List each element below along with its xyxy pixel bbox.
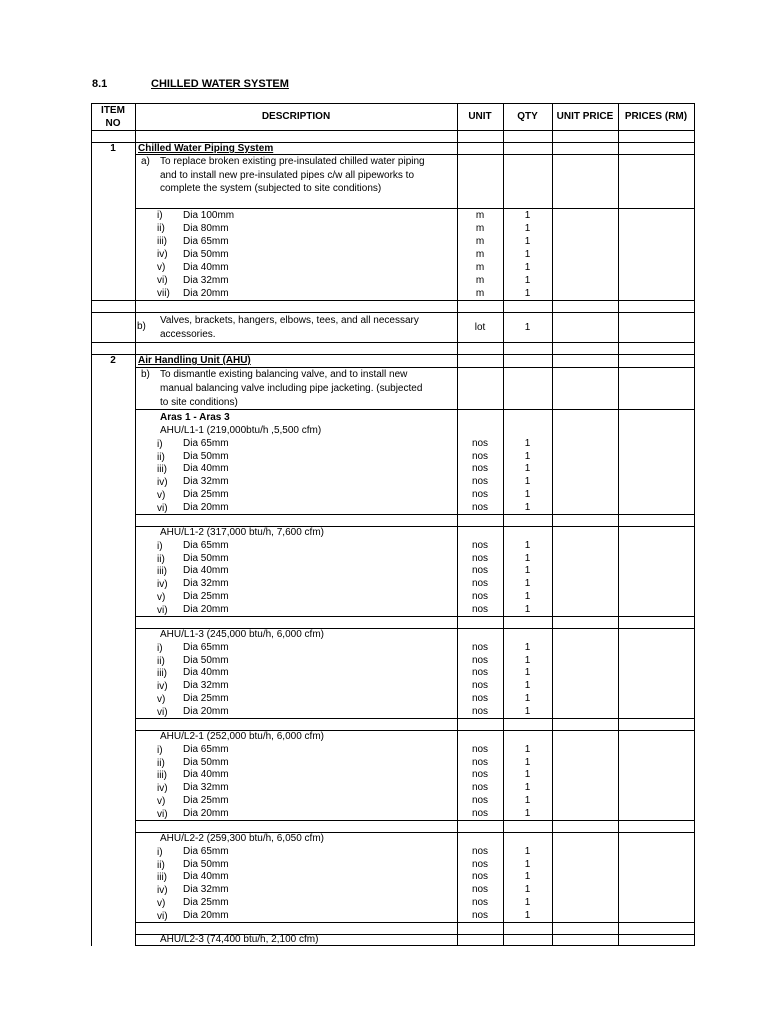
ahu-name: AHU/L1-2 (317,000 btu/h, 7,600 cfm): [160, 527, 324, 538]
row-index: iv): [157, 249, 168, 260]
row-unit: nos: [471, 654, 489, 666]
row-unit: nos: [471, 667, 489, 679]
row-index: i): [157, 439, 163, 450]
row-unit: nos: [471, 884, 489, 896]
row-unit: nos: [471, 871, 489, 883]
row-index: iii): [157, 566, 167, 578]
row-qty: 1: [524, 210, 531, 221]
row-rule: [91, 103, 694, 104]
pipe-size: Dia 32mm: [183, 782, 229, 794]
row-qty: 1: [524, 578, 531, 590]
row-index: v): [157, 262, 166, 273]
pipe-size: Dia 65mm: [183, 642, 229, 653]
row-qty: 1: [524, 540, 531, 551]
pipe-size: Dia 65mm: [183, 846, 229, 857]
row-index: iii): [157, 668, 167, 680]
row-index: i): [157, 847, 163, 858]
row-qty: 1: [524, 654, 531, 666]
clause-text: Valves, brackets, hangers, elbows, tees, and all necessary: [160, 315, 419, 326]
row-qty: 1: [524, 603, 531, 615]
pipe-size: Dia 32mm: [183, 884, 229, 896]
row-unit: nos: [471, 450, 489, 462]
clause-text: To dismantle existing balancing valve, and to install new: [160, 369, 408, 380]
row-qty: 1: [524, 262, 531, 273]
row-unit: m: [475, 223, 485, 234]
row-index: i): [157, 541, 163, 552]
row-unit: nos: [471, 438, 489, 449]
row-qty: 1: [524, 807, 531, 819]
row-unit: nos: [471, 552, 489, 564]
row-index: v): [157, 693, 166, 705]
row-unit: nos: [471, 476, 489, 488]
pipe-size: Dia 65mm: [183, 744, 229, 755]
row-index: iv): [157, 681, 168, 693]
row-unit: m: [475, 288, 485, 299]
row-index: iii): [157, 872, 167, 884]
row-index: i): [157, 745, 163, 756]
row-qty: 1: [524, 871, 531, 883]
pipe-size: Dia 25mm: [183, 590, 229, 602]
row-rule: [91, 300, 694, 301]
row-qty: 1: [524, 896, 531, 908]
clause-text: and to install new pre-insulated pipes c/w all pipeworks to: [160, 169, 415, 181]
column-rule: [694, 103, 695, 946]
item-number: 2: [110, 355, 116, 366]
row-unit: nos: [471, 565, 489, 577]
row-unit: nos: [471, 590, 489, 602]
header-qty: QTY: [517, 111, 538, 122]
row-index: ii): [157, 553, 165, 565]
row-rule: [91, 130, 694, 131]
ahu-name: AHU/L2-2 (259,300 btu/h, 6,050 cfm): [160, 833, 324, 844]
row-qty: 1: [524, 236, 531, 247]
pipe-size: Dia 20mm: [183, 288, 229, 299]
row-qty: 1: [524, 756, 531, 768]
row-qty: 1: [524, 680, 531, 692]
clause-text: complete the system (subjected to site conditions): [160, 183, 382, 194]
bill-of-quantities-table: [91, 103, 694, 946]
pipe-size: Dia 25mm: [183, 794, 229, 806]
pipe-size: Dia 40mm: [183, 667, 229, 679]
pipe-size: Dia 32mm: [183, 680, 229, 692]
header-prices: PRICES (RM): [624, 111, 688, 122]
row-qty: 1: [524, 782, 531, 794]
pipe-size: Dia 40mm: [183, 463, 229, 475]
row-index: iv): [157, 885, 168, 897]
row-qty: 1: [524, 438, 531, 449]
pipe-size: Dia 40mm: [183, 871, 229, 883]
clause-text: To replace broken existing pre-insulated chilled water piping: [160, 156, 425, 167]
pipe-size: Dia 25mm: [183, 488, 229, 500]
row-rule: [135, 922, 694, 923]
row-index: i): [157, 643, 163, 654]
row-qty: 1: [524, 463, 531, 475]
clause-label: a): [141, 156, 150, 167]
row-qty: 1: [524, 249, 531, 260]
item-title: Chilled Water Piping System: [138, 143, 274, 154]
row-qty: 1: [524, 288, 531, 299]
ahu-name: AHU/L2-1 (252,000 btu/h, 6,000 cfm): [160, 731, 324, 742]
pipe-size: Dia 20mm: [183, 705, 229, 717]
header-unit-price: UNIT PRICE: [556, 111, 614, 122]
clause-text: to site conditions): [160, 397, 238, 408]
pipe-size: Dia 20mm: [183, 909, 229, 921]
header-item: ITEM: [101, 105, 125, 116]
pipe-size: Dia 25mm: [183, 692, 229, 704]
row-unit: nos: [471, 794, 489, 806]
row-index: ii): [157, 223, 165, 234]
row-unit: nos: [471, 603, 489, 615]
row-unit: nos: [471, 896, 489, 908]
row-qty: 1: [524, 590, 531, 602]
row-index: iv): [157, 477, 168, 489]
pipe-size: Dia 20mm: [183, 807, 229, 819]
row-rule: [135, 718, 694, 719]
row-index: vi): [157, 502, 168, 514]
row-index: ii): [157, 655, 165, 667]
row-unit: m: [475, 249, 485, 260]
row-qty: 1: [524, 565, 531, 577]
clause-label: b): [141, 369, 150, 380]
pipe-size: Dia 32mm: [183, 578, 229, 590]
row-index: vi): [157, 706, 168, 718]
row-unit: m: [475, 275, 485, 286]
row-unit: nos: [471, 642, 489, 653]
ahu-name: AHU/L2-3 (74,400 btu/h, 2,100 cfm): [160, 934, 319, 945]
row-index: iv): [157, 783, 168, 795]
row-rule: [91, 312, 694, 313]
row-unit: nos: [471, 680, 489, 692]
pipe-size: Dia 40mm: [183, 769, 229, 781]
row-index: ii): [157, 451, 165, 463]
pipe-size: Dia 50mm: [183, 756, 229, 768]
row-index: vii): [157, 288, 170, 299]
row-unit: nos: [471, 858, 489, 870]
header-unit: UNIT: [468, 111, 492, 122]
row-qty: 1: [524, 846, 531, 857]
section-title: CHILLED WATER SYSTEM: [151, 78, 289, 90]
ahu-name: AHU/L1-3 (245,000 btu/h, 6,000 cfm): [160, 629, 324, 640]
row-rule: [135, 945, 694, 946]
row-qty: 1: [524, 667, 531, 679]
pipe-size: Dia 50mm: [183, 249, 229, 260]
row-qty: 1: [524, 476, 531, 488]
row-unit: nos: [471, 540, 489, 551]
row-unit: nos: [471, 744, 489, 755]
row-qty: 1: [524, 794, 531, 806]
pipe-size: Dia 65mm: [183, 438, 229, 449]
pipe-size: Dia 65mm: [183, 236, 229, 247]
row-index: i): [157, 210, 163, 221]
row-unit: nos: [471, 501, 489, 513]
row-qty: 1: [524, 223, 531, 234]
column-rule: [91, 103, 92, 946]
row-index: ii): [157, 859, 165, 871]
row-rule: [135, 616, 694, 617]
row-index: iii): [157, 770, 167, 782]
row-qty: 1: [524, 501, 531, 513]
row-unit: nos: [471, 756, 489, 768]
row-unit: nos: [471, 488, 489, 500]
pipe-size: Dia 50mm: [183, 858, 229, 870]
row-unit: m: [475, 262, 485, 273]
pipe-size: Dia 40mm: [183, 262, 229, 273]
ahu-name: AHU/L1-1 (219,000btu/h ,5,500 cfm): [160, 425, 322, 436]
row-qty: 1: [524, 884, 531, 896]
row-unit: nos: [471, 807, 489, 819]
row-qty: 1: [524, 705, 531, 717]
row-index: v): [157, 897, 166, 909]
row-qty: 1: [524, 322, 531, 333]
row-index: v): [157, 591, 166, 603]
row-index: v): [157, 795, 166, 807]
row-index: v): [157, 489, 166, 501]
clause-text: accessories.: [160, 329, 216, 340]
row-unit: nos: [471, 909, 489, 921]
row-rule: [135, 514, 694, 515]
row-unit: nos: [471, 705, 489, 717]
row-unit: m: [475, 236, 485, 247]
row-unit: nos: [471, 846, 489, 857]
row-unit: nos: [471, 578, 489, 590]
row-qty: 1: [524, 769, 531, 781]
pipe-size: Dia 50mm: [183, 552, 229, 564]
row-rule: [135, 409, 694, 410]
row-index: vi): [157, 808, 168, 820]
row-qty: 1: [524, 488, 531, 500]
row-index: ii): [157, 757, 165, 769]
row-index: iii): [157, 236, 167, 247]
pipe-size: Dia 20mm: [183, 501, 229, 513]
pipe-size: Dia 100mm: [183, 210, 235, 221]
sub-heading: Aras 1 - Aras 3: [160, 412, 230, 423]
row-rule: [91, 342, 694, 343]
header-description: DESCRIPTION: [261, 111, 331, 122]
pipe-size: Dia 20mm: [183, 603, 229, 615]
row-unit: nos: [471, 782, 489, 794]
row-index: vi): [157, 604, 168, 616]
item-title: Air Handling Unit (AHU): [138, 355, 251, 366]
row-qty: 1: [524, 642, 531, 653]
item-number: 1: [110, 143, 116, 154]
row-qty: 1: [524, 692, 531, 704]
row-qty: 1: [524, 858, 531, 870]
row-index: iii): [157, 464, 167, 476]
section-number: 8.1: [92, 78, 108, 90]
row-qty: 1: [524, 744, 531, 755]
pipe-size: Dia 32mm: [183, 476, 229, 488]
row-unit: m: [475, 210, 485, 221]
row-qty: 1: [524, 275, 531, 286]
pipe-size: Dia 80mm: [183, 223, 229, 234]
pipe-size: Dia 50mm: [183, 654, 229, 666]
row-index: vi): [157, 910, 168, 922]
header-item-no: NO: [105, 118, 121, 129]
row-qty: 1: [524, 552, 531, 564]
pipe-size: Dia 40mm: [183, 565, 229, 577]
row-index: iv): [157, 579, 168, 591]
row-index: vi): [157, 275, 168, 286]
row-unit: nos: [471, 463, 489, 475]
pipe-size: Dia 50mm: [183, 450, 229, 462]
pipe-size: Dia 32mm: [183, 275, 229, 286]
row-unit: nos: [471, 769, 489, 781]
row-unit: nos: [471, 692, 489, 704]
clause-text: manual balancing valve including pipe jacketing. (subjected: [160, 383, 423, 394]
pipe-size: Dia 25mm: [183, 896, 229, 908]
pipe-size: Dia 65mm: [183, 540, 229, 551]
clause-label: b): [137, 321, 146, 332]
row-qty: 1: [524, 909, 531, 921]
row-qty: 1: [524, 450, 531, 462]
row-rule: [135, 820, 694, 821]
row-unit: lot: [474, 322, 486, 333]
